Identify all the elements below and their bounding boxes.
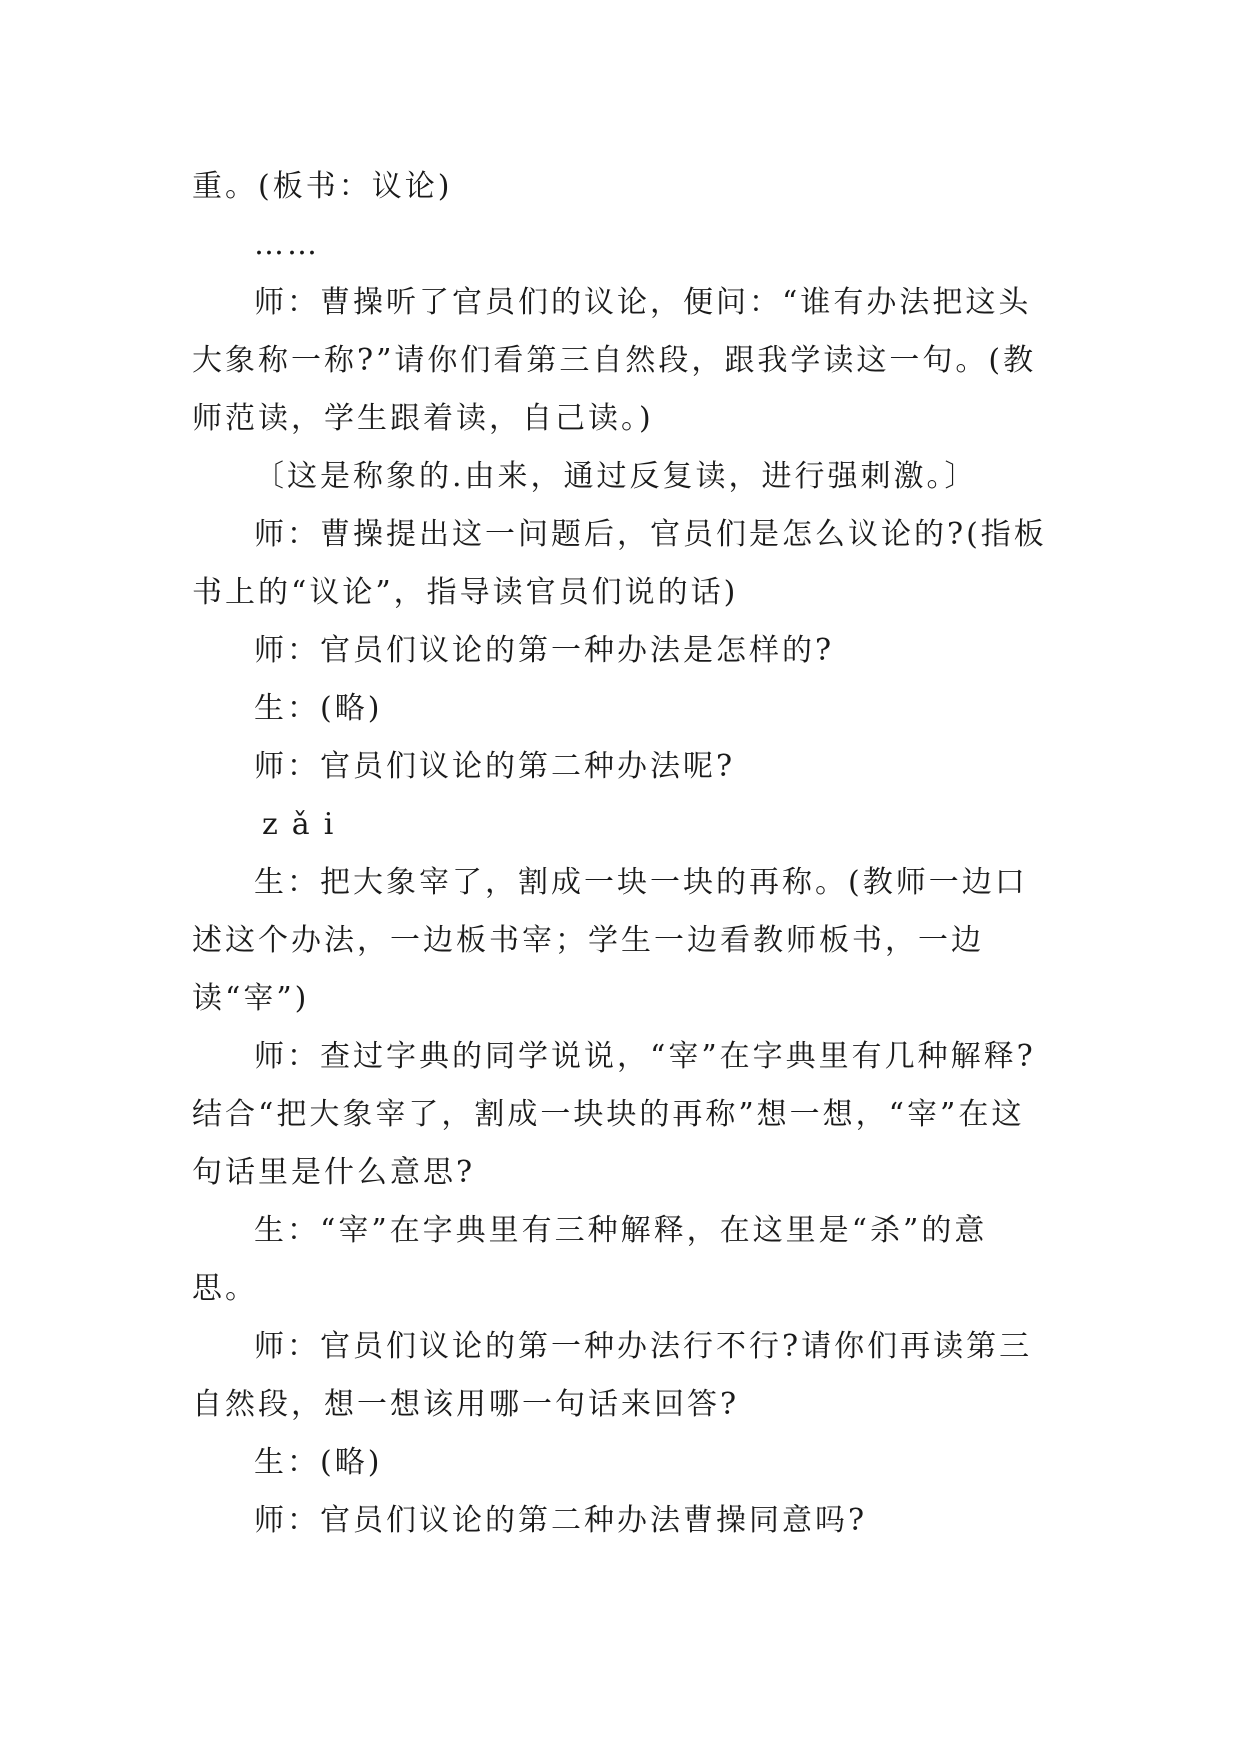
- paragraph: 师：官员们议论的第二种办法曹操同意吗?: [254, 1503, 868, 1538]
- paragraph: 生：(略): [254, 1445, 383, 1480]
- paragraph: 师：官员们议论的第一种办法是怎样的?: [254, 633, 835, 668]
- paragraph: 生：(略): [254, 691, 383, 726]
- paragraph: 重。(板书：议论): [192, 169, 453, 204]
- paragraph: 生：把大象宰了，割成一块一块的再称。(教师一边口述这个办法，一边板书宰；学生一边看教师板书，一边读“宰”): [192, 865, 1028, 1016]
- lesson-text-body: [192, 158, 1052, 1550]
- paragraph: 师：曹操提出这一问题后，官员们是怎么议论的?(指板书上的“议论”，指导读官员们说的话): [192, 517, 1047, 610]
- paragraph: 生：“宰”在字典里有三种解释，在这里是“杀”的意思。: [192, 1213, 988, 1306]
- paragraph-note: 〔这是称象的.由来，通过反复读，进行强刺激。〕: [254, 459, 978, 494]
- paragraph: 师：官员们议论的第二种办法呢?: [254, 749, 736, 784]
- paragraph-ellipsis: ……: [254, 227, 320, 262]
- paragraph: 师：查过字典的同学说说，“宰”在字典里有几种解释?结合“把大象宰了，割成一块块的再称”想一想，“宰”在这句话里是什么意思?: [192, 1039, 1036, 1190]
- paragraph: 师：官员们议论的第一种办法行不行?请你们再读第三自然段，想一想该用哪一句话来回答?: [192, 1329, 1033, 1422]
- paragraph: 师：曹操听了官员们的议论，便问：“谁有办法把这头大象称一称?”请你们看第三自然段，跟我学读这一句。(教师范读，学生跟着读，自己读。): [192, 285, 1037, 436]
- pinyin-annotation: zǎi: [262, 807, 348, 842]
